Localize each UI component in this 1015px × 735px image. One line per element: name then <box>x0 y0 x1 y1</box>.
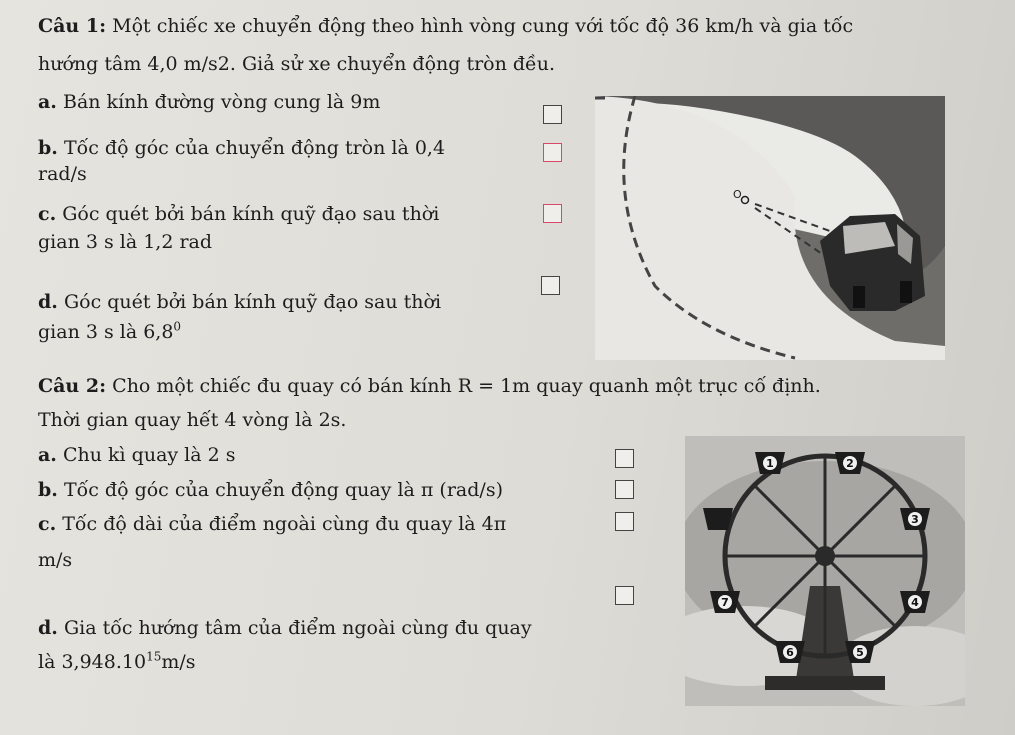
curve-center-label: O <box>733 188 742 201</box>
q1-b-checkbox[interactable] <box>543 143 562 162</box>
q1-b-text-2: rad/s <box>38 163 87 185</box>
q1-c-checkbox[interactable] <box>543 204 562 223</box>
wheel-hub <box>815 546 835 566</box>
q2-d-label: d. <box>38 617 58 639</box>
cabin-number-7: 7 <box>721 596 729 609</box>
q1-option-d <box>38 290 441 314</box>
q1-option-a <box>38 90 380 114</box>
q1-c-label: c. <box>38 203 57 225</box>
wheel-base <box>765 676 885 690</box>
cabin-number-3: 3 <box>911 513 919 526</box>
car-curve-figure <box>595 96 945 360</box>
q1-d-text-2 <box>38 320 181 344</box>
q1-stem-1: Một chiếc xe chuyển động theo hình vòng cung với tốc độ 36 km/h và gia tốc <box>112 15 854 37</box>
q2-option-a <box>38 443 236 467</box>
cabin-number-5: 5 <box>856 646 864 659</box>
q1-a-checkbox[interactable] <box>543 105 562 124</box>
q2-b-text: Tốc độ góc của chuyển động quay là π (rad/s) <box>63 479 503 501</box>
q2-c-text-2: m/s <box>38 549 73 571</box>
ferris-wheel-figure <box>685 436 965 706</box>
q2-d-unit: m/s <box>161 651 196 673</box>
q1-stem-line-2: hướng tâm 4,0 m/s2. Giả sử xe chuyển động tròn đều. <box>38 53 556 75</box>
q2-d-text-2 <box>38 650 196 674</box>
q2-d-text-1: Gia tốc hướng tâm của điểm ngoài cùng đu quay <box>63 617 532 639</box>
q2-stem-line-1 <box>38 374 821 398</box>
q2-stem-line-2: Thời gian quay hết 4 vòng là 2s. <box>38 409 347 431</box>
q1-b-label: b. <box>38 137 58 159</box>
q2-option-b <box>38 478 503 502</box>
q2-a-checkbox[interactable] <box>615 449 634 468</box>
q2-a-text: Chu kì quay là 2 s <box>62 444 236 466</box>
q2-a-label: a. <box>38 444 57 466</box>
cabin-number-4: 4 <box>911 596 919 609</box>
q2-option-c <box>38 512 506 536</box>
cabin-number-6: 6 <box>786 646 794 659</box>
q2-d-exponent: 15 <box>146 649 162 664</box>
q2-c-text-1: Tốc độ dài của điểm ngoài cùng đu quay là 4π <box>62 513 507 535</box>
q1-option-b <box>38 136 445 160</box>
q1-d-label: d. <box>38 291 58 313</box>
q1-title: Câu 1: <box>38 15 107 37</box>
q1-option-c <box>38 202 439 226</box>
q1-c-text-1: Góc quét bởi bán kính quỹ đạo sau thời <box>62 203 440 225</box>
q2-b-label: b. <box>38 479 58 501</box>
q1-a-text: Bán kính đường vòng cung là 9m <box>62 91 381 113</box>
q2-c-checkbox[interactable] <box>615 512 634 531</box>
q2-stem-1: Cho một chiếc đu quay có bán kính R = 1m quay quanh một trục cố định. <box>112 375 821 397</box>
q2-c-label: c. <box>38 513 57 535</box>
q2-option-d <box>38 616 532 640</box>
q2-d-checkbox[interactable] <box>615 586 634 605</box>
q1-d-text-2a: gian 3 s là 6,8 <box>38 321 174 343</box>
q1-d-text-1: Góc quét bởi bán kính quỹ đạo sau thời <box>63 291 442 313</box>
cabin-number-1: 1 <box>766 457 774 470</box>
q1-d-degree: 0 <box>173 319 182 334</box>
cabin-unnumbered <box>703 508 733 530</box>
q2-b-checkbox[interactable] <box>615 480 634 499</box>
q1-a-label: a. <box>38 91 57 113</box>
q2-d-text-2a: là 3,948.10 <box>38 651 147 673</box>
q1-d-checkbox[interactable] <box>541 276 560 295</box>
q2-title: Câu 2: <box>38 375 107 397</box>
q1-b-text-1: Tốc độ góc của chuyển động tròn là 0,4 <box>63 137 446 159</box>
q1-stem-line-1 <box>38 14 853 38</box>
cabin-number-2: 2 <box>846 457 854 470</box>
q1-c-text-2: gian 3 s là 1,2 rad <box>38 231 213 253</box>
